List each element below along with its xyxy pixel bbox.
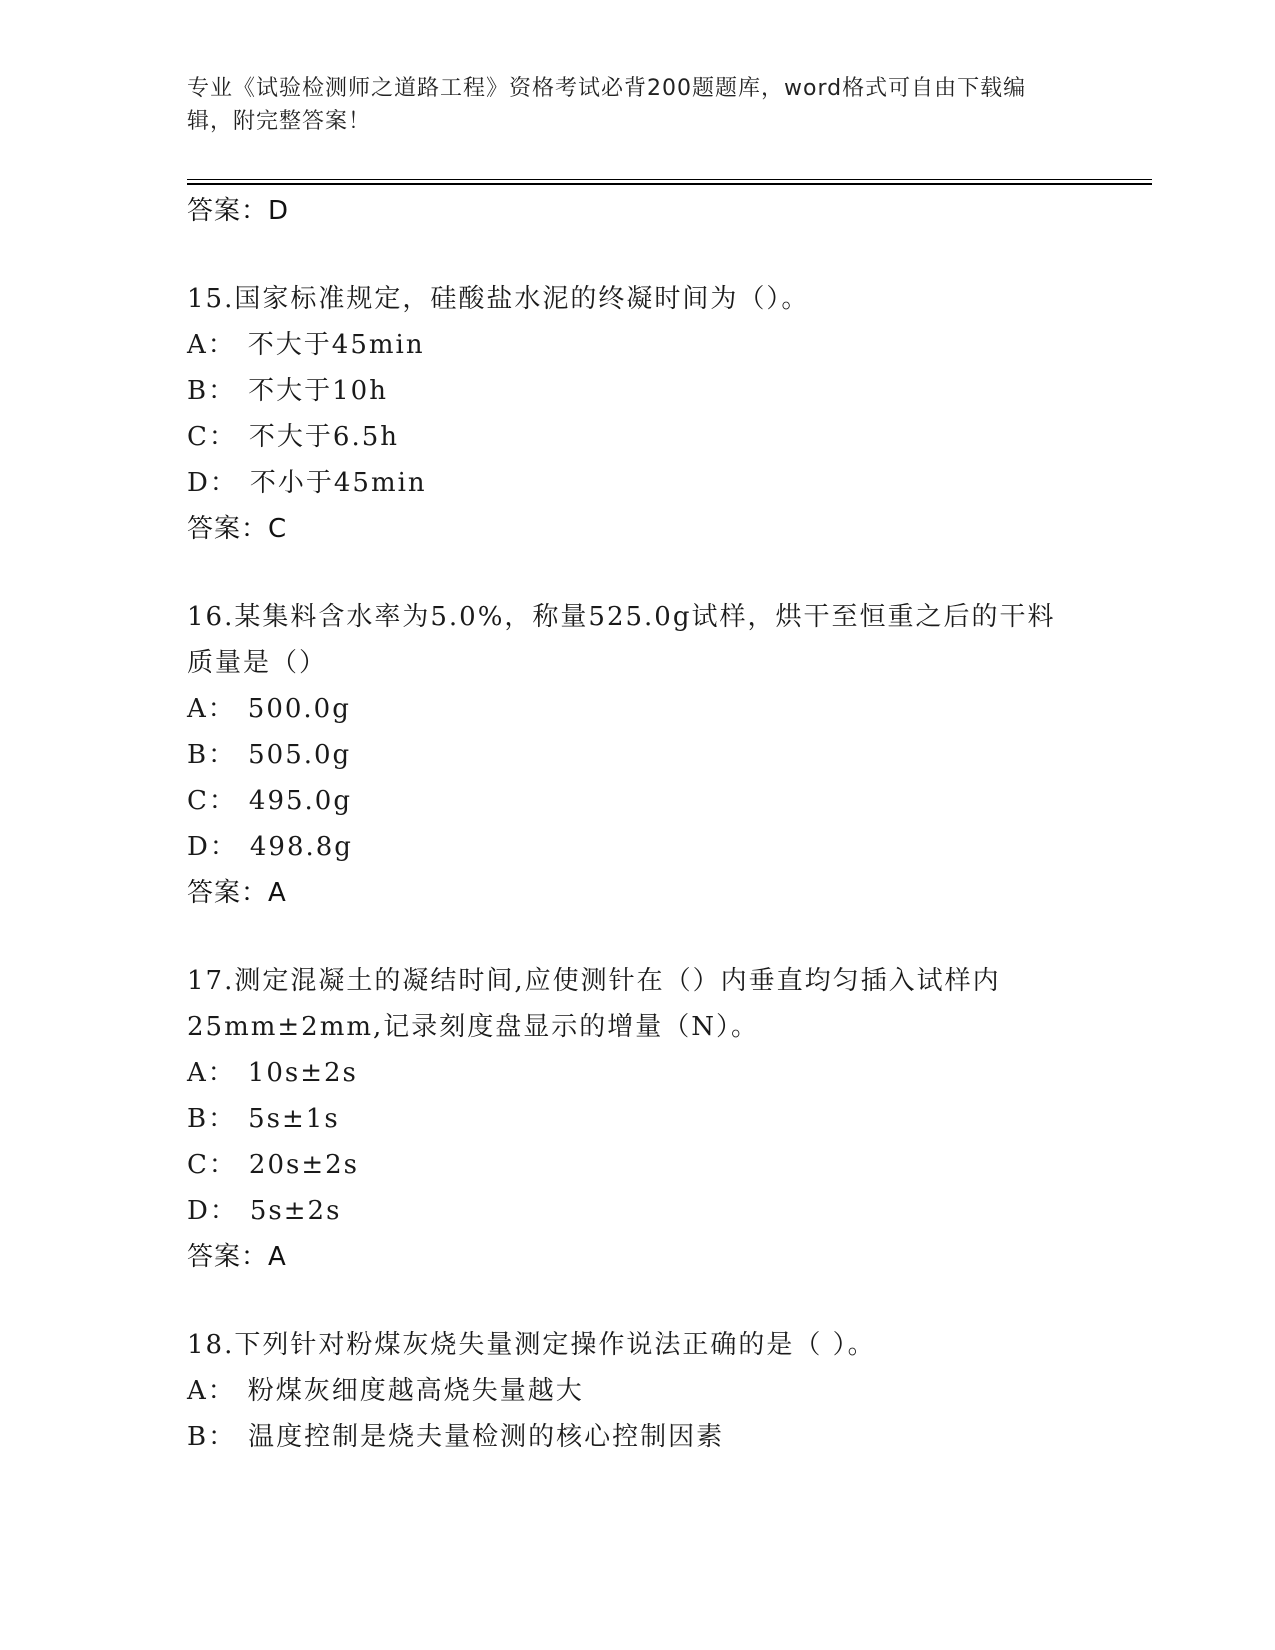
option-key: A： [187, 1058, 236, 1088]
option-value: 500.0g [247, 694, 351, 724]
option-a [187, 686, 1087, 732]
option-key: D： [187, 468, 238, 498]
option-value: 498.8g [249, 832, 353, 862]
option-value: 不大于45min [247, 330, 425, 360]
option-a [187, 1368, 1087, 1414]
header-rule-thick [187, 183, 1152, 185]
option-value: 5s±1s [248, 1104, 340, 1134]
question-text: 18.下列针对粉煤灰烧失量测定操作说法正确的是（ ）。 [187, 1330, 876, 1360]
question-text: 17.测定混凝土的凝结时间,应使测针在（）内垂直均匀插入试样内25mm±2mm,记录刻度盘显示的增量（N）。 [187, 966, 1001, 1042]
option-c [187, 1142, 1087, 1188]
answer-label: 答案：C [187, 514, 288, 544]
option-value: 495.0g [248, 786, 352, 816]
option-value: 505.0g [248, 740, 352, 770]
option-value: 粉煤灰细度越高烧失量越大 [247, 1376, 584, 1406]
option-key: B： [187, 740, 237, 770]
option-key: D： [187, 832, 238, 862]
option-b [187, 1096, 1087, 1142]
document-body [187, 188, 1087, 1502]
option-key: B： [187, 376, 237, 406]
option-key: A： [187, 694, 236, 724]
option-key: D： [187, 1196, 238, 1226]
option-value: 5s±2s [249, 1196, 342, 1226]
answer-label: 答案：D [187, 196, 290, 226]
option-key: C： [187, 1150, 237, 1180]
option-value: 温度控制是烧夫量检测的核心控制因素 [248, 1422, 725, 1452]
option-value: 不大于10h [248, 376, 388, 406]
option-value: 10s±2s [247, 1058, 358, 1088]
option-key: C： [187, 422, 237, 452]
option-key: C： [187, 786, 237, 816]
option-c [187, 778, 1087, 824]
option-b [187, 1414, 1087, 1460]
option-key: B： [187, 1104, 237, 1134]
option-d [187, 1188, 1087, 1234]
option-key: A： [187, 330, 236, 360]
question-15 [187, 276, 1087, 552]
option-c [187, 414, 1087, 460]
option-b [187, 368, 1087, 414]
option-key: A： [187, 1376, 236, 1406]
option-d [187, 460, 1087, 506]
option-value: 20s±2s [248, 1150, 360, 1180]
option-a [187, 1050, 1087, 1096]
header-rule-thin [187, 179, 1152, 180]
question-17 [187, 958, 1087, 1280]
option-b [187, 732, 1087, 778]
document-header: 专业《试验检测师之道路工程》资格考试必背200题题库，word格式可自由下载编辑，附完整答案！ [187, 76, 1027, 134]
option-a [187, 322, 1087, 368]
question-18 [187, 1322, 1087, 1460]
question-text: 16.某集料含水率为5.0%，称量525.0g试样，烘干至恒重之后的干料质量是（） [187, 602, 1056, 678]
option-value: 不小于45min [249, 468, 427, 498]
answer-label: 答案：A [187, 878, 287, 908]
option-key: B： [187, 1422, 237, 1452]
answer-label: 答案：A [187, 1242, 287, 1272]
option-d [187, 824, 1087, 870]
option-value: 不大于6.5h [248, 422, 400, 452]
question-text: 15.国家标准规定，硅酸盐水泥的终凝时间为（）。 [187, 284, 810, 314]
question-16 [187, 594, 1087, 916]
